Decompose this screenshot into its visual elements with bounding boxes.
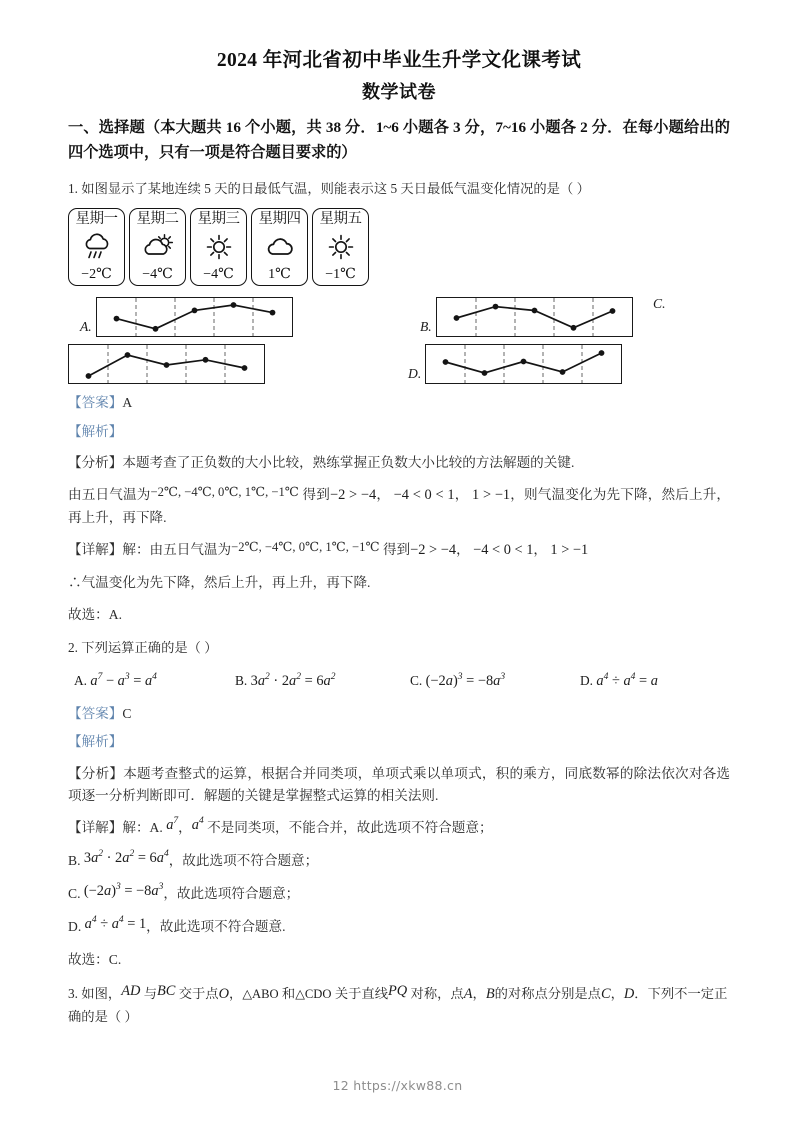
question-1-stem: 1. 如图显示了某地连续 5 天的日最低气温，则能表示这 5 天日最低气温变化情况的是（ ） xyxy=(68,180,590,196)
q2-detail-b-expr: $3a^2 \cdot 2a^2 = 6a^4$ xyxy=(83,848,169,866)
answer-marker: 【答案】 xyxy=(68,394,123,410)
q3-segment-ad: AD xyxy=(121,982,141,999)
q2-option-d[interactable] xyxy=(580,672,658,690)
question-2-detail-c xyxy=(68,883,730,906)
question-2-stem: 2. 下列运算正确的是（ ） xyxy=(68,640,218,656)
weather-card-wednesday xyxy=(190,208,247,286)
q3-part5: 和 xyxy=(281,985,296,1001)
weather-temp-value: −1℃ xyxy=(325,266,356,282)
answer-marker: 【答案】 xyxy=(68,705,123,721)
option-c-label: C. xyxy=(653,295,666,311)
q2-option-b-expr: $3a^2 \cdot 2a^2 = 6a^2$ xyxy=(250,671,336,689)
q3-point-a: A xyxy=(463,985,473,1002)
option-c-chart-slot[interactable] xyxy=(68,344,265,384)
analysis-text: 本题考查了正负数的大小比较，熟练掌握正负数大小比较的方法解题的关键. xyxy=(122,455,575,471)
q3-point-b: B xyxy=(485,985,495,1002)
option-d-slot[interactable] xyxy=(408,344,622,384)
page-subtitle: 数学试卷 xyxy=(362,82,436,103)
analysis-marker: 【解析】 xyxy=(68,734,123,750)
inequality-1: −2 > −4 xyxy=(329,487,377,504)
q2-option-b-label: B. xyxy=(235,672,248,688)
answer-value: A xyxy=(122,394,133,410)
weather-day-label: 星期五 xyxy=(319,210,362,227)
question-2-choose: 故选：C. xyxy=(68,951,122,967)
q3-part7: 对称，点 xyxy=(410,985,464,1001)
option-d-label: D. xyxy=(408,366,422,382)
option-b-slot[interactable] xyxy=(420,297,633,337)
detail-mid: 得到 xyxy=(382,541,411,557)
q3-point-c: C xyxy=(600,985,611,1002)
q2-option-d-label: D. xyxy=(580,672,594,688)
q2-option-b[interactable] xyxy=(235,672,335,690)
weather-forecast-strip xyxy=(68,208,730,286)
question-1-option-charts xyxy=(68,297,730,385)
sun-icon xyxy=(204,232,234,262)
q3-triangle-cdo: △CDO xyxy=(295,986,332,1001)
q2-detail-d-letter: D. xyxy=(68,918,82,934)
weather-temp-value: −4℃ xyxy=(203,266,234,282)
q3-part2: 与 xyxy=(143,985,157,1001)
option-c-chart-svg xyxy=(69,345,264,383)
weather-card-friday xyxy=(312,208,369,286)
question-1-answer-line xyxy=(68,392,730,414)
question-2-options xyxy=(68,672,730,696)
question-1-analysis-marker xyxy=(68,421,730,443)
q3-part3: 交于点 xyxy=(178,985,219,1001)
weather-day-label: 星期一 xyxy=(75,210,118,227)
analysis-text: 本题考查整式的运算，根据合并同类项，单项式乘以单项式，积的乘方，同底数幂的除法依次对各选项逐一分析判断即可．解题的关键是掌握整式运算的相关法则. xyxy=(68,766,731,803)
q3-line-pq: PQ xyxy=(388,982,408,999)
q3-part1: 3. 如图， xyxy=(68,985,122,1001)
weather-card-tuesday xyxy=(129,208,186,286)
option-d-chart xyxy=(425,344,622,384)
page-title: 2024 年河北省初中毕业生升学文化课考试 xyxy=(216,50,582,71)
question-2-detail-d xyxy=(68,916,730,939)
q2-detail-a-tail: 不是同类项，不能合并，故此选项不符合题意； xyxy=(207,819,493,835)
option-a-chart-svg xyxy=(97,298,292,336)
q2-detail-c-tail: ，故此选项符合题意； xyxy=(163,885,300,901)
q2-detail-d-tail: ，故此选项不符合题意. xyxy=(146,918,286,934)
analysis-head: 【分析】 xyxy=(68,766,124,782)
detail-inequality-3: 1 > −1 xyxy=(550,541,589,558)
q3-triangle-abo: △ABO xyxy=(242,986,279,1001)
section-heading: 一、选择题（本大题共 16 个小题，共 38 分．1~6 小题各 3 分，7~16 小题各 2 分．在每小题给出的四个选项中，只有一项是符合题目要求的） xyxy=(68,119,730,161)
q2-detail-a-expr2: $a^4$ xyxy=(191,815,204,833)
question-1-reasoning: 由五日气温为−2℃, −4℃, 0℃, 1℃, −1℃ 得到−2 > −4， −4 < 0 < 1， 1 > −1，则气温变化为先下降，然后上升，再上升，再下降. xyxy=(68,484,730,529)
q2-option-c-label: C. xyxy=(410,672,423,688)
question-1-detail: 【详解】解：由五日气温为−2℃, −4℃, 0℃, 1℃, −1℃ 得到−2 > −4， −4 < 0 < 1， 1 > −1 xyxy=(68,539,730,562)
temps-expression: −2℃, −4℃, 0℃, 1℃, −1℃ xyxy=(150,485,299,500)
reason-mid: 得到 xyxy=(302,487,330,503)
question-2-analysis xyxy=(68,763,730,807)
q2-detail-b-letter: B. xyxy=(68,852,81,868)
cloud-icon xyxy=(263,232,297,262)
q2-option-a[interactable] xyxy=(74,672,157,690)
q2-detail-d-expr: $a^4 \div a^4 = 1$ xyxy=(84,915,147,932)
q2-detail-c-letter: C. xyxy=(68,885,81,901)
weather-day-label: 星期三 xyxy=(197,210,240,227)
weather-card-thursday xyxy=(251,208,308,286)
q3-point-o: O xyxy=(218,985,230,1002)
detail-label: 【详解】 xyxy=(68,541,123,557)
option-b-label: B. xyxy=(420,319,432,335)
weather-temp-value: 1℃ xyxy=(268,266,291,282)
inequality-2: −4 < 0 < 1 xyxy=(393,487,455,504)
detail-lead: 解：由五日气温为 xyxy=(122,541,232,557)
question-3-stem xyxy=(68,983,730,1027)
weather-temp-value: −4℃ xyxy=(142,266,173,282)
inequality-3: 1 > −1 xyxy=(472,487,511,504)
weather-day-label: 星期四 xyxy=(258,210,301,227)
q2-option-d-expr: $a^4 \div a^4 = a$ xyxy=(596,671,658,689)
option-a-chart xyxy=(96,297,293,337)
q2-detail-b-tail: ，故此选项不符合题意； xyxy=(168,852,319,868)
q3-part4: ， xyxy=(229,985,243,1001)
detail-inequality-2: −4 < 0 < 1 xyxy=(473,541,534,558)
q2-option-a-expr: $a^7 - a^3 = a^4$ xyxy=(90,671,157,689)
weather-card-monday xyxy=(68,208,125,286)
detail-temps-expression: −2℃, −4℃, 0℃, 1℃, −1℃ xyxy=(231,539,380,554)
answer-value: C xyxy=(122,705,132,721)
sun-behind-cloud-icon xyxy=(141,232,175,262)
q3-segment-bc: BC xyxy=(157,982,176,999)
detail-lead: 解：A. xyxy=(122,819,163,835)
q3-part6: 关于直线 xyxy=(334,985,389,1001)
option-d-chart-svg xyxy=(426,345,621,383)
option-b-chart-svg xyxy=(437,298,632,336)
analysis-marker: 【解析】 xyxy=(68,423,123,439)
option-b-chart xyxy=(436,297,633,337)
option-a-slot[interactable] xyxy=(80,297,293,337)
q2-option-c-expr: $(-2a)^3 = -8a^3$ xyxy=(425,671,506,689)
page-content xyxy=(68,46,730,1027)
q2-option-a-label: A. xyxy=(74,672,88,688)
question-2-answer-line xyxy=(68,703,730,725)
sun-icon xyxy=(326,232,356,262)
q3-part8: ， xyxy=(472,985,486,1001)
question-2-detail-a: 【详解】解：A. $a^7$，$a^4$ 不是同类项，不能合并，故此选项不符合题意； xyxy=(68,817,730,840)
rain-cloud-icon xyxy=(80,232,114,262)
detail-label: 【详解】 xyxy=(68,819,123,835)
weather-day-label: 星期二 xyxy=(136,210,179,227)
option-a-label: A. xyxy=(80,319,92,335)
question-2-analysis-marker xyxy=(68,731,730,753)
page-footer: 12 https://xkw88.cn xyxy=(332,1078,463,1093)
reason-lead: 由五日气温为 xyxy=(68,487,151,503)
q3-part10: ， xyxy=(610,985,624,1001)
question-1-conclusion: ∴气温变化为先下降，然后上升，再上升，再下降. xyxy=(68,574,371,590)
q3-part9: 的对称点分别是点 xyxy=(494,985,601,1001)
q2-detail-c-expr: $(-2a)^3 = -8a^3$ xyxy=(83,882,164,899)
weather-temp-value: −2℃ xyxy=(81,266,112,282)
q3-part11: ．下列不一定正确的是（ ） xyxy=(68,985,728,1024)
question-1-analysis xyxy=(68,452,730,474)
q3-point-d: D xyxy=(623,985,635,1002)
option-c-chart xyxy=(68,344,265,384)
option-c-slot[interactable] xyxy=(653,297,669,314)
q2-detail-a-expr1: $a^7$ xyxy=(166,815,179,833)
reason-tail: ，则气温变化为先下降，然后上升，再上升，再下降. xyxy=(68,487,731,526)
question-1-choose: 故选：A. xyxy=(68,606,122,622)
detail-inequality-1: −2 > −4 xyxy=(410,541,457,558)
q2-option-c[interactable] xyxy=(410,672,505,690)
analysis-head: 【分析】 xyxy=(68,455,123,471)
question-2-detail-b xyxy=(68,850,730,873)
